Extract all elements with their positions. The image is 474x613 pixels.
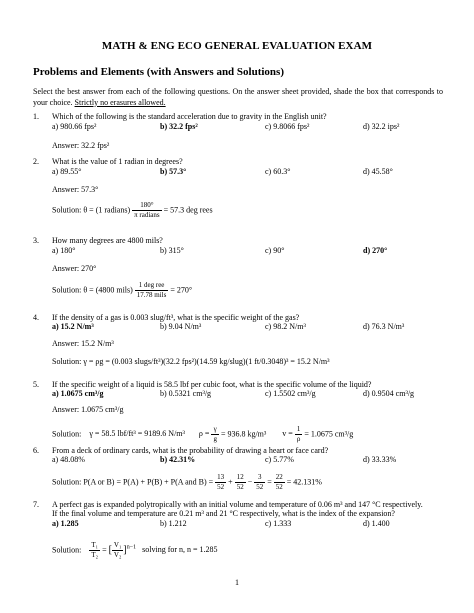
answer-q3: Answer: 270° [52, 264, 97, 273]
section-subtitle: Problems and Elements (with Answers and Solutions) [33, 66, 284, 78]
option-a[interactable]: a) 48.08% [52, 455, 85, 464]
option-a[interactable]: a) 15.2 N/m³ [52, 322, 94, 331]
option-d[interactable]: d) 76.3 N/m³ [363, 322, 405, 331]
question-text: If the density of a gas is 0.003 slug/ft³, what is the specific weight of the gas? [52, 313, 300, 322]
question-text: How many degrees are 4800 mils? [52, 236, 163, 245]
question-number: 3. [33, 236, 39, 245]
option-c[interactable]: c) 1.5502 cm³/g [265, 389, 316, 398]
fraction-denominator: V₂ [113, 551, 122, 559]
question-text: If the specific weight of a liquid is 58.5 lbf per cubic foot, what is the specific volume of the liquid? [52, 380, 372, 389]
option-b[interactable]: b) 1.212 [160, 519, 187, 528]
fraction-denominator: 52 [275, 483, 283, 491]
question-text: Which of the following is the standard acceleration due to gravity in the English unit? [52, 112, 327, 121]
fraction-4 [274, 473, 285, 492]
option-d[interactable]: d) 270° [363, 246, 388, 255]
answer-q1: Answer: 32.2 fps² [52, 141, 110, 150]
exponent: n−1 [126, 544, 137, 551]
fraction-numerator: 180° [132, 201, 162, 211]
solution-label: Solution: [52, 285, 82, 295]
question-number: 4. [33, 313, 39, 322]
solution-part-b-left: ρ = [198, 429, 210, 439]
option-a[interactable]: a) 180° [52, 246, 76, 255]
temperature-ratio [89, 541, 100, 560]
fraction-denominator: T₂ [91, 551, 99, 559]
option-b[interactable]: b) 315° [160, 246, 184, 255]
fraction-numerator: 3 [254, 473, 265, 483]
solution-part-a: γ = 58.5 lbf/ft³ = 9189.6 N/m³ [89, 429, 185, 439]
fraction-1 [215, 473, 226, 492]
question-number: 5. [33, 380, 39, 389]
fraction-3 [254, 473, 265, 492]
volume-ratio [112, 541, 124, 560]
solution-formula: γ = ρg = (0.003 slugs/ft³)(32.2 fps²)(14.59 kg/slug)(1 ft/0.3048)³ = 15.2 N/m³ [83, 357, 330, 366]
fraction-denominator: 52 [217, 483, 225, 491]
option-a[interactable]: a) 1.285 [52, 519, 79, 528]
page-number: 1 [235, 578, 239, 587]
option-b[interactable]: b) 32.2 fps² [160, 122, 198, 131]
solution-right: = 57.3 deg rees [163, 205, 213, 215]
solution-label: Solution: [52, 545, 82, 555]
option-d[interactable]: d) 33.33% [363, 455, 397, 464]
fraction-denominator: g [213, 435, 217, 443]
instructions-text: Select the best answer from each of the following questions. On the answer sheet provided, shade the box that corresponds to your choice. [33, 87, 443, 107]
fraction-denominator: 17.78 mils [136, 291, 167, 299]
solution-fraction [135, 281, 169, 300]
answer-q5: Answer: 1.0675 cm³/g [52, 405, 124, 414]
option-a[interactable]: a) 980.66 fps² [52, 122, 97, 131]
option-c[interactable]: c) 9.8066 fps² [265, 122, 310, 131]
solution-label: Solution: [52, 357, 82, 366]
solution-right: = 42.131% [286, 477, 322, 487]
fraction-denominator: 52 [256, 483, 264, 491]
question-text: A perfect gas is expanded polytropically with an initial volume and temperature of 0.06 m³ and 147 °C respectively. [52, 500, 423, 509]
solution-q7: Solution: $\frac{\text{T₁}}{\text{T₂}}$ = [ $\frac{\text{V₁}}{\text{V₂}}$ ]$^{n-1}$ solving for n, n = 1.285 [52, 541, 218, 559]
fraction-2 [235, 473, 246, 492]
fraction-numerator: γ [211, 425, 219, 435]
question-text-line-2: If the final volume and temperature are 0.21 m³ and 21 °C respectively, what is the index of the expansion? [52, 509, 395, 518]
question-number: 6. [33, 446, 39, 455]
solution-right: = 270° [170, 285, 193, 295]
solution-left: θ = (4800 mils) [83, 285, 133, 295]
option-b[interactable]: b) 0.5321 cm³/g [160, 389, 212, 398]
fraction-denominator: π radians [134, 211, 160, 219]
instructions-emphasis: Strictly no erasures allowed. [74, 97, 166, 107]
option-c[interactable]: c) 90° [265, 246, 285, 255]
solution-part-c-fraction [295, 425, 303, 444]
solution-q3 [52, 281, 192, 300]
fraction-numerator: 12 [236, 473, 244, 481]
solution-part-c-left: v = [282, 429, 293, 439]
option-d[interactable]: d) 32.2 ips² [363, 122, 400, 131]
question-text: What is the value of 1 radian in degrees? [52, 157, 183, 166]
instructions [33, 87, 443, 108]
solution-part-b-right: = 936.8 kg/m³ [220, 429, 267, 439]
solution-part-c-right: = 1.0675 cm³/g [304, 429, 354, 439]
fraction-numerator: 22 [275, 473, 283, 481]
option-c[interactable]: c) 60.3° [265, 167, 291, 176]
option-b[interactable]: b) 9.04 N/m³ [160, 322, 202, 331]
solution-tail: solving for n, n = 1.285 [142, 545, 218, 555]
fraction-denominator: ρ [296, 435, 301, 443]
solution-label: Solution: [52, 205, 82, 215]
option-a[interactable]: a) 89.55° [52, 167, 82, 176]
option-d[interactable]: d) 0.9504 cm³/g [363, 389, 415, 398]
fraction-numerator: 1 [296, 425, 301, 433]
exam-title: MATH & ENG ECO GENERAL EVALUATION EXAM [101, 40, 373, 52]
option-d[interactable]: d) 1.400 [363, 519, 390, 528]
solution-part-b-fraction [211, 425, 219, 444]
fraction-numerator: 1 deg ree [135, 281, 169, 291]
solution-left: θ = (1 radians) [83, 205, 131, 215]
option-a[interactable]: a) 1.0675 cm³/g [52, 389, 104, 398]
solution-label: Solution: [52, 477, 82, 487]
fraction-denominator: 52 [236, 483, 244, 491]
solution-q5 [52, 425, 353, 444]
fraction-numerator: 13 [217, 473, 225, 481]
solution-label: Solution: [52, 429, 82, 439]
option-c[interactable]: c) 5.77% [265, 455, 294, 464]
option-c[interactable]: c) 98.2 N/m³ [265, 322, 306, 331]
option-b[interactable]: b) 42.31% [160, 455, 196, 464]
solution-q2 [52, 201, 213, 220]
option-c[interactable]: c) 1.333 [265, 519, 292, 528]
option-b[interactable]: b) 57.3° [160, 167, 187, 176]
fraction-numerator: T₁ [91, 541, 99, 549]
question-number: 1. [33, 112, 39, 121]
solution-q6: Solution: P(A or B) = P(A) + P(B) + P(A and B) = $\frac{13}{52}$ + $\frac{12}{52}$ − $\frac{3}{52}$ = $\frac{22}{52}$ = 42.131% [52, 473, 322, 491]
solution-q4 [52, 357, 330, 366]
question-text: From a deck of ordinary cards, what is the probability of drawing a heart or face card? [52, 446, 329, 455]
question-number: 2. [33, 157, 39, 166]
question-number: 7. [33, 500, 39, 509]
answer-q2: Answer: 57.3° [52, 185, 99, 194]
option-d[interactable]: d) 45.58° [363, 167, 393, 176]
solution-fraction [132, 201, 162, 220]
answer-q4: Answer: 15.2 N/m³ [52, 339, 114, 348]
solution-left: P(A or B) = P(A) + P(B) + P(A and B) = [83, 477, 214, 487]
fraction-numerator: V₁ [113, 541, 122, 549]
